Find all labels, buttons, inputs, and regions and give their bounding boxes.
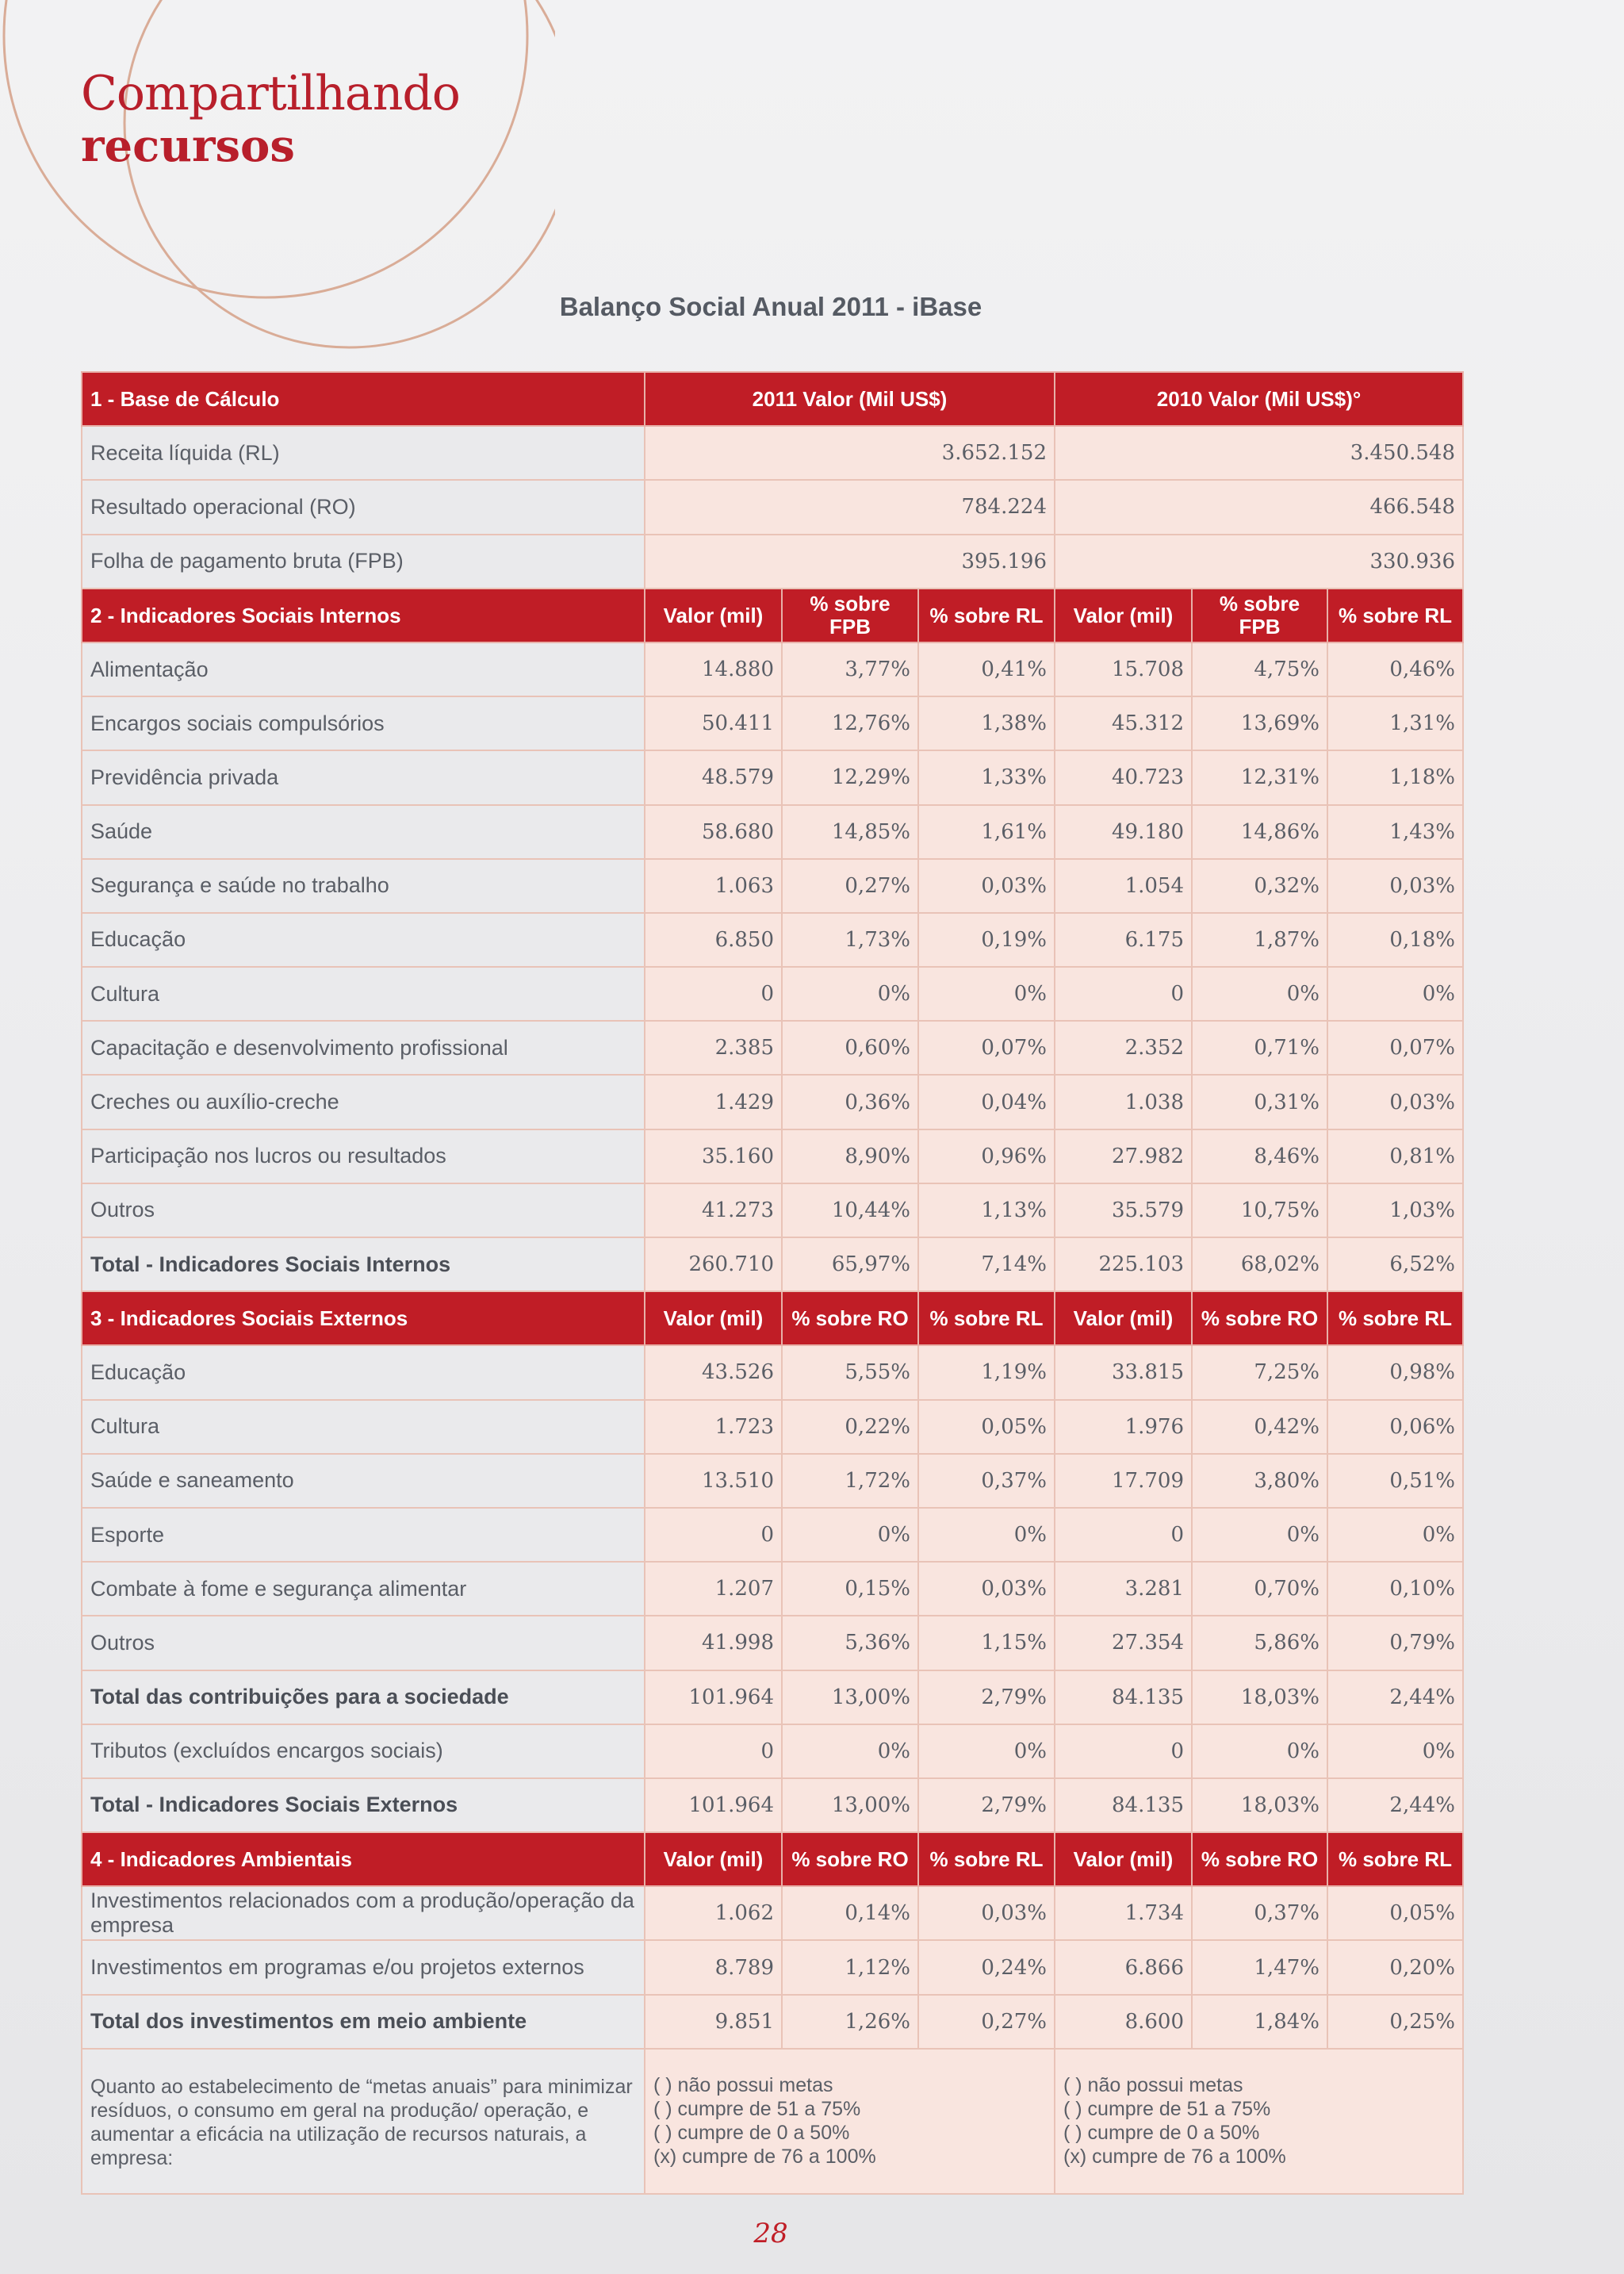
row-label: Capacitação e desenvolvimento profissional	[82, 1021, 645, 1075]
table-cell: 12,76%	[782, 696, 918, 750]
table-cell: 3,80%	[1192, 1454, 1327, 1508]
table-cell: 1,72%	[782, 1454, 918, 1508]
table-row	[82, 750, 1463, 804]
table-row	[82, 1400, 1463, 1454]
section-1-title: 1 - Base de Cálculo	[82, 372, 645, 426]
table-cell: 1.207	[645, 1562, 782, 1616]
row-label: Saúde	[82, 805, 645, 859]
goal-option: (x) cumpre de 76 a 100%	[653, 2145, 876, 2168]
table-cell: 0,37%	[918, 1454, 1055, 1508]
section-1-header	[82, 372, 1463, 426]
table-cell: 14,86%	[1192, 805, 1327, 859]
column-header: % sobre RL	[1327, 589, 1463, 642]
table-cell: 13,00%	[782, 1670, 918, 1724]
column-header: Valor (mil)	[645, 589, 782, 642]
column-header: % sobre RL	[1327, 1832, 1463, 1886]
table-cell: 0,96%	[918, 1129, 1055, 1183]
table-cell: 0,79%	[1327, 1616, 1463, 1670]
heading-line2: recursos	[81, 120, 295, 172]
table-cell: 5,36%	[782, 1616, 918, 1670]
table-row	[82, 1183, 1463, 1237]
table-cell: 0,18%	[1327, 913, 1463, 967]
row-label: Folha de pagamento bruta (FPB)	[82, 535, 645, 589]
table-cell: 1.429	[645, 1075, 782, 1129]
column-header: % sobre RO	[782, 1291, 918, 1345]
table-row	[82, 805, 1463, 859]
table-cell: 0,41%	[918, 642, 1055, 696]
goal-option: ( ) cumpre de 0 a 50%	[653, 2121, 850, 2144]
table-cell: 1.063	[645, 859, 782, 913]
table-cell: 1.723	[645, 1400, 782, 1454]
table-row	[82, 480, 1463, 534]
section-4-title: 4 - Indicadores Ambientais	[82, 1832, 645, 1886]
table-cell: 35.160	[645, 1129, 782, 1183]
table-cell: 65,97%	[782, 1237, 918, 1291]
section-2-title: 2 - Indicadores Sociais Internos	[82, 589, 645, 642]
table-row	[82, 642, 1463, 696]
value-2010: 3.450.548	[1055, 426, 1463, 480]
table-cell: 2,79%	[918, 1778, 1055, 1832]
table-cell: 0%	[918, 1508, 1055, 1562]
table-cell: 0,32%	[1192, 859, 1327, 913]
value-2011: 784.224	[645, 480, 1055, 534]
table-cell: 1.062	[645, 1886, 782, 1940]
table-cell: 14,85%	[782, 805, 918, 859]
table-cell: 0,03%	[1327, 1075, 1463, 1129]
table-row	[82, 967, 1463, 1021]
table-cell: 8,46%	[1192, 1129, 1327, 1183]
row-label: Outros	[82, 1183, 645, 1237]
table-cell: 18,03%	[1192, 1778, 1327, 1832]
table-cell: 0	[1055, 1724, 1192, 1778]
table-cell: 1,18%	[1327, 750, 1463, 804]
table-cell: 225.103	[1055, 1237, 1192, 1291]
table-cell: 0,03%	[918, 1886, 1055, 1940]
table-cell: 0,19%	[918, 913, 1055, 967]
goals-question: Quanto ao estabelecimento de “metas anuais” para minimizar resíduos, o consumo em geral na produção/ operação, e aumentar a eficácia na utilização de recursos naturais, a empresa:	[82, 2049, 645, 2194]
row-label: Total dos investimentos em meio ambiente	[82, 1995, 645, 2049]
table-row	[82, 1508, 1463, 1562]
goal-option: (x) cumpre de 76 a 100%	[1063, 2145, 1286, 2168]
table-cell: 1,43%	[1327, 805, 1463, 859]
table-cell: 0%	[918, 967, 1055, 1021]
table-cell: 0%	[918, 1724, 1055, 1778]
table-cell: 0%	[1327, 1724, 1463, 1778]
table-cell: 50.411	[645, 696, 782, 750]
table-row	[82, 1345, 1463, 1399]
table-body	[82, 372, 1463, 2194]
table-cell: 0%	[1327, 967, 1463, 1021]
row-label: Participação nos lucros ou resultados	[82, 1129, 645, 1183]
table-cell: 12,31%	[1192, 750, 1327, 804]
table-cell: 12,29%	[782, 750, 918, 804]
table-cell: 2,44%	[1327, 1670, 1463, 1724]
total-row	[82, 1778, 1463, 1832]
table-cell: 1,12%	[782, 1940, 918, 1994]
heading-line1: Compartilhando	[81, 66, 460, 121]
table-cell: 2.352	[1055, 1021, 1192, 1075]
table-cell: 0,22%	[782, 1400, 918, 1454]
table-cell: 10,44%	[782, 1183, 918, 1237]
row-label: Encargos sociais compulsórios	[82, 696, 645, 750]
row-label: Total das contribuições para a sociedade	[82, 1670, 645, 1724]
table-row	[82, 1129, 1463, 1183]
table-cell: 48.579	[645, 750, 782, 804]
table-row	[82, 1075, 1463, 1129]
table-cell: 1,84%	[1192, 1995, 1327, 2049]
row-label: Educação	[82, 913, 645, 967]
row-label: Investimentos em programas e/ou projetos externos	[82, 1940, 645, 1994]
table-cell: 101.964	[645, 1778, 782, 1832]
column-header: % sobre RO	[782, 1832, 918, 1886]
row-label: Total - Indicadores Sociais Externos	[82, 1778, 645, 1832]
table-cell: 45.312	[1055, 696, 1192, 750]
table-row	[82, 1454, 1463, 1508]
table-row	[82, 696, 1463, 750]
row-label: Segurança e saúde no trabalho	[82, 859, 645, 913]
table-cell: 6.866	[1055, 1940, 1192, 1994]
table-cell: 0,42%	[1192, 1400, 1327, 1454]
table-cell: 0,51%	[1327, 1454, 1463, 1508]
total-row	[82, 1237, 1463, 1291]
table-cell: 0,71%	[1192, 1021, 1327, 1075]
row-label: Previdência privada	[82, 750, 645, 804]
row-label: Combate à fome e segurança alimentar	[82, 1562, 645, 1616]
column-header: % sobre RL	[918, 589, 1055, 642]
table-cell: 18,03%	[1192, 1670, 1327, 1724]
column-header: % sobre RO	[1192, 1832, 1327, 1886]
table-row	[82, 1562, 1463, 1616]
table-cell: 5,86%	[1192, 1616, 1327, 1670]
table-cell: 10,75%	[1192, 1183, 1327, 1237]
table-row	[82, 1940, 1463, 1994]
column-header: Valor (mil)	[1055, 589, 1192, 642]
table-cell: 1.976	[1055, 1400, 1192, 1454]
goal-option: ( ) não possui metas	[1063, 2073, 1243, 2096]
table-cell: 0,46%	[1327, 642, 1463, 696]
table-cell: 260.710	[645, 1237, 782, 1291]
table-cell: 6,52%	[1327, 1237, 1463, 1291]
table-cell: 3,77%	[782, 642, 918, 696]
table-cell: 2,79%	[918, 1670, 1055, 1724]
table-cell: 0	[645, 967, 782, 1021]
value-2011: 395.196	[645, 535, 1055, 589]
social-balance-table	[81, 371, 1464, 2195]
goals-options-2010	[1055, 2049, 1463, 2194]
section-4-header	[82, 1832, 1463, 1886]
table-cell: 0,25%	[1327, 1995, 1463, 2049]
column-header: Valor (mil)	[1055, 1291, 1192, 1345]
table-cell: 43.526	[645, 1345, 782, 1399]
value-2010: 466.548	[1055, 480, 1463, 534]
row-label: Esporte	[82, 1508, 645, 1562]
table-cell: 15.708	[1055, 642, 1192, 696]
table-cell: 0%	[1192, 1508, 1327, 1562]
table-cell: 6.850	[645, 913, 782, 967]
table-row	[82, 535, 1463, 589]
row-label: Cultura	[82, 967, 645, 1021]
value-2010: 330.936	[1055, 535, 1463, 589]
table-cell: 0,60%	[782, 1021, 918, 1075]
table-cell: 68,02%	[1192, 1237, 1327, 1291]
table-cell: 17.709	[1055, 1454, 1192, 1508]
column-header: % sobre RL	[918, 1832, 1055, 1886]
table-cell: 0,07%	[918, 1021, 1055, 1075]
table-cell: 0,31%	[1192, 1075, 1327, 1129]
table-cell: 2.385	[645, 1021, 782, 1075]
row-label: Tributos (excluídos encargos sociais)	[82, 1724, 645, 1778]
table-cell: 1.038	[1055, 1075, 1192, 1129]
table-cell: 1,15%	[918, 1616, 1055, 1670]
table-cell: 0,03%	[918, 859, 1055, 913]
row-label: Receita líquida (RL)	[82, 426, 645, 480]
goal-option: ( ) não possui metas	[653, 2073, 833, 2096]
table-cell: 0,07%	[1327, 1021, 1463, 1075]
section-3-title: 3 - Indicadores Sociais Externos	[82, 1291, 645, 1345]
table-cell: 1,13%	[918, 1183, 1055, 1237]
table-cell: 1,31%	[1327, 696, 1463, 750]
goal-option: ( ) cumpre de 51 a 75%	[653, 2097, 861, 2120]
column-header-2011: 2011 Valor (Mil US$)	[645, 372, 1055, 426]
table-cell: 0,14%	[782, 1886, 918, 1940]
table-row	[82, 1724, 1463, 1778]
table-cell: 1,38%	[918, 696, 1055, 750]
table-cell: 9.851	[645, 1995, 782, 2049]
table-cell: 41.273	[645, 1183, 782, 1237]
goals-options-2011	[645, 2049, 1055, 2194]
table-cell: 0,05%	[1327, 1886, 1463, 1940]
table-row	[82, 859, 1463, 913]
table-cell: 0,24%	[918, 1940, 1055, 1994]
table-cell: 13,00%	[782, 1778, 918, 1832]
table-cell: 0,36%	[782, 1075, 918, 1129]
table-cell: 5,55%	[782, 1345, 918, 1399]
table-cell: 1,87%	[1192, 913, 1327, 967]
section-3-header	[82, 1291, 1463, 1345]
total-row	[82, 1670, 1463, 1724]
table-cell: 0	[645, 1508, 782, 1562]
table-cell: 0%	[1327, 1508, 1463, 1562]
table-cell: 41.998	[645, 1616, 782, 1670]
table-cell: 3.281	[1055, 1562, 1192, 1616]
table-cell: 0%	[782, 1724, 918, 1778]
table-cell: 2,44%	[1327, 1778, 1463, 1832]
row-label: Creches ou auxílio-creche	[82, 1075, 645, 1129]
table-cell: 6.175	[1055, 913, 1192, 967]
table-cell: 13.510	[645, 1454, 782, 1508]
table-cell: 1,61%	[918, 805, 1055, 859]
table-cell: 0,70%	[1192, 1562, 1327, 1616]
section-heading	[81, 66, 460, 172]
table-cell: 7,14%	[918, 1237, 1055, 1291]
table-cell: 84.135	[1055, 1778, 1192, 1832]
section-2-header	[82, 589, 1463, 642]
column-header: % sobre FPB	[782, 589, 918, 642]
table-cell: 8.600	[1055, 1995, 1192, 2049]
table-cell: 0,04%	[918, 1075, 1055, 1129]
table-cell: 0	[1055, 1508, 1192, 1562]
table-cell: 1,73%	[782, 913, 918, 967]
table-cell: 0,15%	[782, 1562, 918, 1616]
table-cell: 0,37%	[1192, 1886, 1327, 1940]
column-header: Valor (mil)	[645, 1832, 782, 1886]
table-cell: 0,98%	[1327, 1345, 1463, 1399]
table-cell: 4,75%	[1192, 642, 1327, 696]
table-cell: 27.354	[1055, 1616, 1192, 1670]
row-label: Total - Indicadores Sociais Internos	[82, 1237, 645, 1291]
table-cell: 1,47%	[1192, 1940, 1327, 1994]
total-row	[82, 1995, 1463, 2049]
column-header: % sobre RL	[918, 1291, 1055, 1345]
row-label: Outros	[82, 1616, 645, 1670]
document-title: Balanço Social Anual 2011 - iBase	[559, 292, 982, 321]
table-row	[82, 1616, 1463, 1670]
table-cell: 1,26%	[782, 1995, 918, 2049]
table-cell: 0%	[782, 967, 918, 1021]
row-label: Investimentos relacionados com a produção/operação da empresa	[82, 1886, 645, 1940]
table-cell: 13,69%	[1192, 696, 1327, 750]
row-label: Educação	[82, 1345, 645, 1399]
table-cell: 7,25%	[1192, 1345, 1327, 1399]
table-cell: 58.680	[645, 805, 782, 859]
table-cell: 84.135	[1055, 1670, 1192, 1724]
row-label: Saúde e saneamento	[82, 1454, 645, 1508]
table-cell: 33.815	[1055, 1345, 1192, 1399]
table-row	[82, 426, 1463, 480]
value-2011: 3.652.152	[645, 426, 1055, 480]
table-cell: 0,10%	[1327, 1562, 1463, 1616]
table-cell: 0,03%	[1327, 859, 1463, 913]
row-label: Cultura	[82, 1400, 645, 1454]
table-cell: 0%	[1192, 967, 1327, 1021]
table-cell: 49.180	[1055, 805, 1192, 859]
table-row	[82, 913, 1463, 967]
table-cell: 1.054	[1055, 859, 1192, 913]
column-header: % sobre RL	[1327, 1291, 1463, 1345]
table-cell: 0,06%	[1327, 1400, 1463, 1454]
table-row	[82, 1021, 1463, 1075]
row-label: Resultado operacional (RO)	[82, 480, 645, 534]
goal-option: ( ) cumpre de 0 a 50%	[1063, 2121, 1260, 2144]
table-cell: 8,90%	[782, 1129, 918, 1183]
column-header: % sobre FPB	[1192, 589, 1327, 642]
table-cell: 8.789	[645, 1940, 782, 1994]
table-cell: 1,33%	[918, 750, 1055, 804]
table-cell: 14.880	[645, 642, 782, 696]
table-cell: 0,81%	[1327, 1129, 1463, 1183]
goal-option: ( ) cumpre de 51 a 75%	[1063, 2097, 1271, 2120]
table-cell: 0	[645, 1724, 782, 1778]
table-cell: 0	[1055, 967, 1192, 1021]
table-cell: 1.734	[1055, 1886, 1192, 1940]
table-cell: 1,03%	[1327, 1183, 1463, 1237]
table-cell: 0,05%	[918, 1400, 1055, 1454]
goals-row	[82, 2049, 1463, 2194]
table-cell: 101.964	[645, 1670, 782, 1724]
table-row	[82, 1886, 1463, 1940]
row-label: Alimentação	[82, 642, 645, 696]
table-cell: 27.982	[1055, 1129, 1192, 1183]
table-cell: 0%	[1192, 1724, 1327, 1778]
table-cell: 0,27%	[918, 1995, 1055, 2049]
column-header: % sobre RO	[1192, 1291, 1327, 1345]
table-cell: 35.579	[1055, 1183, 1192, 1237]
table-cell: 0%	[782, 1508, 918, 1562]
column-header-2010: 2010 Valor (Mil US$)°	[1055, 372, 1463, 426]
table-cell: 0,27%	[782, 859, 918, 913]
column-header: Valor (mil)	[1055, 1832, 1192, 1886]
table-cell: 40.723	[1055, 750, 1192, 804]
page-number: 28	[753, 2218, 788, 2249]
table-cell: 1,19%	[918, 1345, 1055, 1399]
table-cell: 0,03%	[918, 1562, 1055, 1616]
column-header: Valor (mil)	[645, 1291, 782, 1345]
table-cell: 0,20%	[1327, 1940, 1463, 1994]
